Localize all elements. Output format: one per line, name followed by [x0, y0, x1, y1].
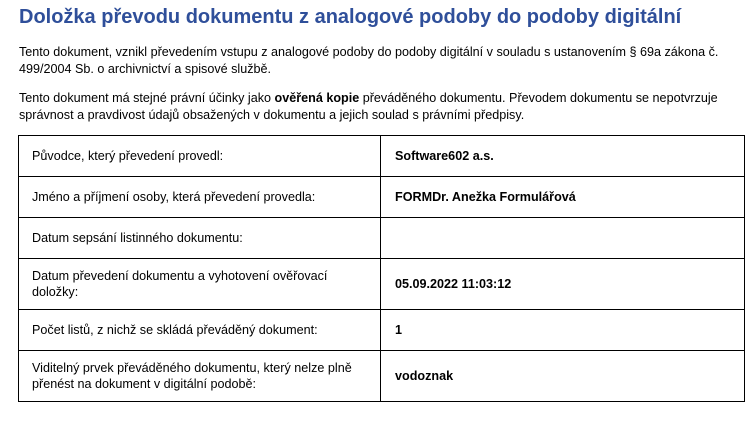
intro-paragraph: Tento dokument, vznikl převedením vstupu z analogové podoby do podoby digitální v souladu s ustanovením § 69a zákona č. 499/2004 Sb. o archivnictví a spisové službě.	[19, 45, 719, 76]
row-value: Software602 a.s.	[381, 136, 745, 177]
legal-effect-text-start: Tento dokument má stejné právní účinky jako	[19, 91, 275, 105]
table-row-person	[19, 177, 745, 218]
table-row-paper-date	[19, 218, 745, 259]
row-label: Viditelný prvek převáděného dokumentu, který nelze plně přenést na dokument v digitální podobě:	[19, 351, 381, 402]
table-row-originator	[19, 136, 745, 177]
legal-effect-text-end: převáděného dokumentu. Převodem dokumentu se nepotvrzuje správnost a pravdivost údajů obsažených v dokumentu a jejich soulad s právními předpisy.	[19, 91, 718, 122]
legal-effect-paragraph	[19, 90, 747, 124]
row-value: FORMDr. Anežka Formulářová	[381, 177, 745, 218]
legal-effect-emphasis: ověřená kopie	[274, 91, 360, 105]
row-label: Datum převedení dokumentu a vyhotovení ověřovací doložky:	[19, 259, 381, 310]
row-label: Datum sepsání listinného dokumentu:	[19, 218, 381, 259]
row-value: 05.09.2022 11:03:12	[381, 259, 745, 310]
conversion-details-table	[18, 135, 745, 402]
row-label: Počet listů, z nichž se skládá převáděný dokument:	[19, 310, 381, 351]
table-row-conversion-date	[19, 259, 745, 310]
row-value	[381, 218, 745, 259]
row-value: 1	[381, 310, 745, 351]
table-row-visible-element	[19, 351, 745, 402]
row-value: vodoznak	[381, 351, 745, 402]
document-title: Doložka převodu dokumentu z analogové podoby do podoby digitální	[19, 6, 682, 28]
row-label: Původce, který převedení provedl:	[19, 136, 381, 177]
table-row-sheet-count	[19, 310, 745, 351]
row-label: Jméno a příjmení osoby, která převedení provedla:	[19, 177, 381, 218]
